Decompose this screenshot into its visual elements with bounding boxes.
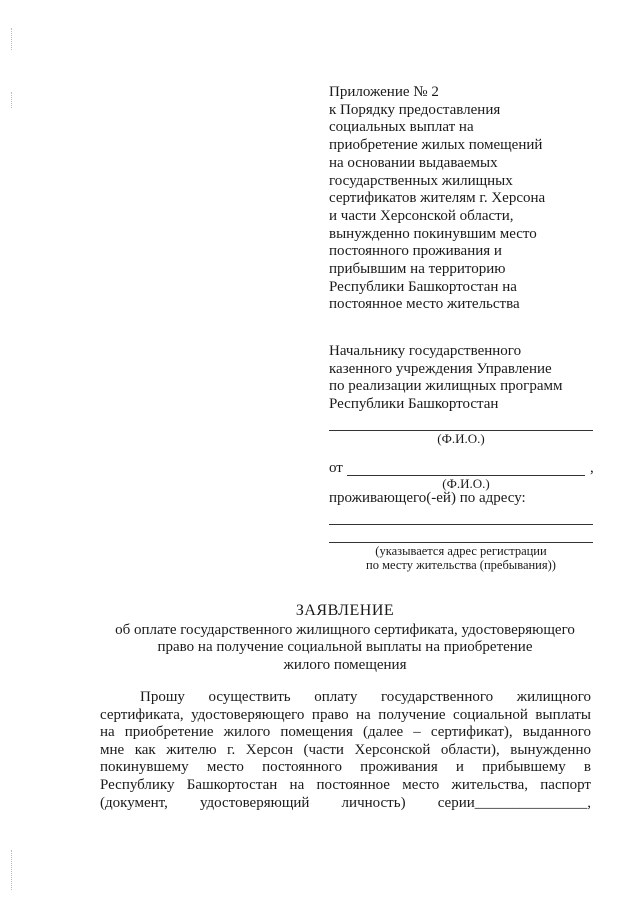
annex-line: социальных выплат на: [329, 119, 474, 136]
from-comma: ,: [590, 460, 594, 476]
annex-line: Республики Башкортостан на: [329, 278, 517, 295]
fio-caption: (Ф.И.О.): [437, 431, 485, 446]
from-label: от: [329, 460, 343, 476]
annex-line: вынужденно покинувшим место: [329, 225, 537, 242]
subtitle-line: право на получение социальной выплаты на приобретение: [157, 639, 533, 656]
statement-title: ЗАЯВЛЕНИЕ: [295, 602, 395, 619]
annex-line: постоянное место жительства: [329, 296, 520, 313]
from-caption: (Ф.И.О.): [442, 476, 490, 491]
annex-line: сертификатов жителям г. Херсона: [329, 190, 546, 207]
address-note: по месту жительства (пребывания)): [366, 558, 556, 572]
body-line: на приобретение жилого помещения (далее – сертификат), выданного: [100, 724, 591, 741]
annex-line: к Порядку предоставления: [329, 101, 501, 118]
scan-mark: [11, 28, 14, 50]
annex-line: на основании выдаваемых: [329, 154, 498, 171]
addressee-line: Республики Башкортостан: [329, 395, 499, 412]
addressee-line: Начальнику государственного: [329, 343, 522, 359]
address-note: (указывается адрес регистрации: [375, 544, 547, 558]
annex-line: прибывшим на территорию: [329, 261, 506, 278]
address-line-1[interactable]: [329, 524, 593, 525]
body-line: Республику Башкортостан на постоянное место жительства, паспорт: [100, 776, 591, 793]
statement-subtitle: [0, 622, 640, 674]
subtitle-line: об оплате государственного жилищного сертификата, удостоверяющего: [115, 622, 575, 638]
body-line: покинувшему место постоянного проживания и прибывшему в: [100, 759, 591, 776]
subtitle-line: жилого помещения: [283, 656, 407, 673]
body-line: Прошу осуществить оплату государственного жилищного: [140, 689, 591, 705]
statement-body: [100, 689, 591, 812]
addressee-line: казенного учреждения Управление: [329, 360, 552, 377]
body-line: сертификата, удостоверяющего право на получение социальной выплаты: [100, 706, 591, 723]
addressee-block: [329, 343, 609, 413]
annex-line: и части Херсонской области,: [329, 207, 514, 224]
scan-mark: [11, 92, 14, 108]
scan-mark: [11, 850, 14, 890]
annex-line: государственных жилищных: [329, 172, 513, 189]
annex-line: Приложение № 2: [329, 84, 439, 100]
residing-label: проживающего(-ей) по адресу:: [329, 490, 526, 506]
body-line: (документ, удостоверяющий личность) серии_______________,: [100, 794, 591, 811]
annex-line: постоянного проживания и: [329, 243, 502, 260]
body-line: мне как жителю г. Херсон (части Херсонской области), вынужденно: [100, 741, 591, 758]
addressee-line: по реализации жилищных программ: [329, 378, 563, 395]
annex-line: приобретение жилых помещений: [329, 137, 543, 154]
annex-header: [329, 84, 599, 314]
address-line-2[interactable]: [329, 542, 593, 543]
